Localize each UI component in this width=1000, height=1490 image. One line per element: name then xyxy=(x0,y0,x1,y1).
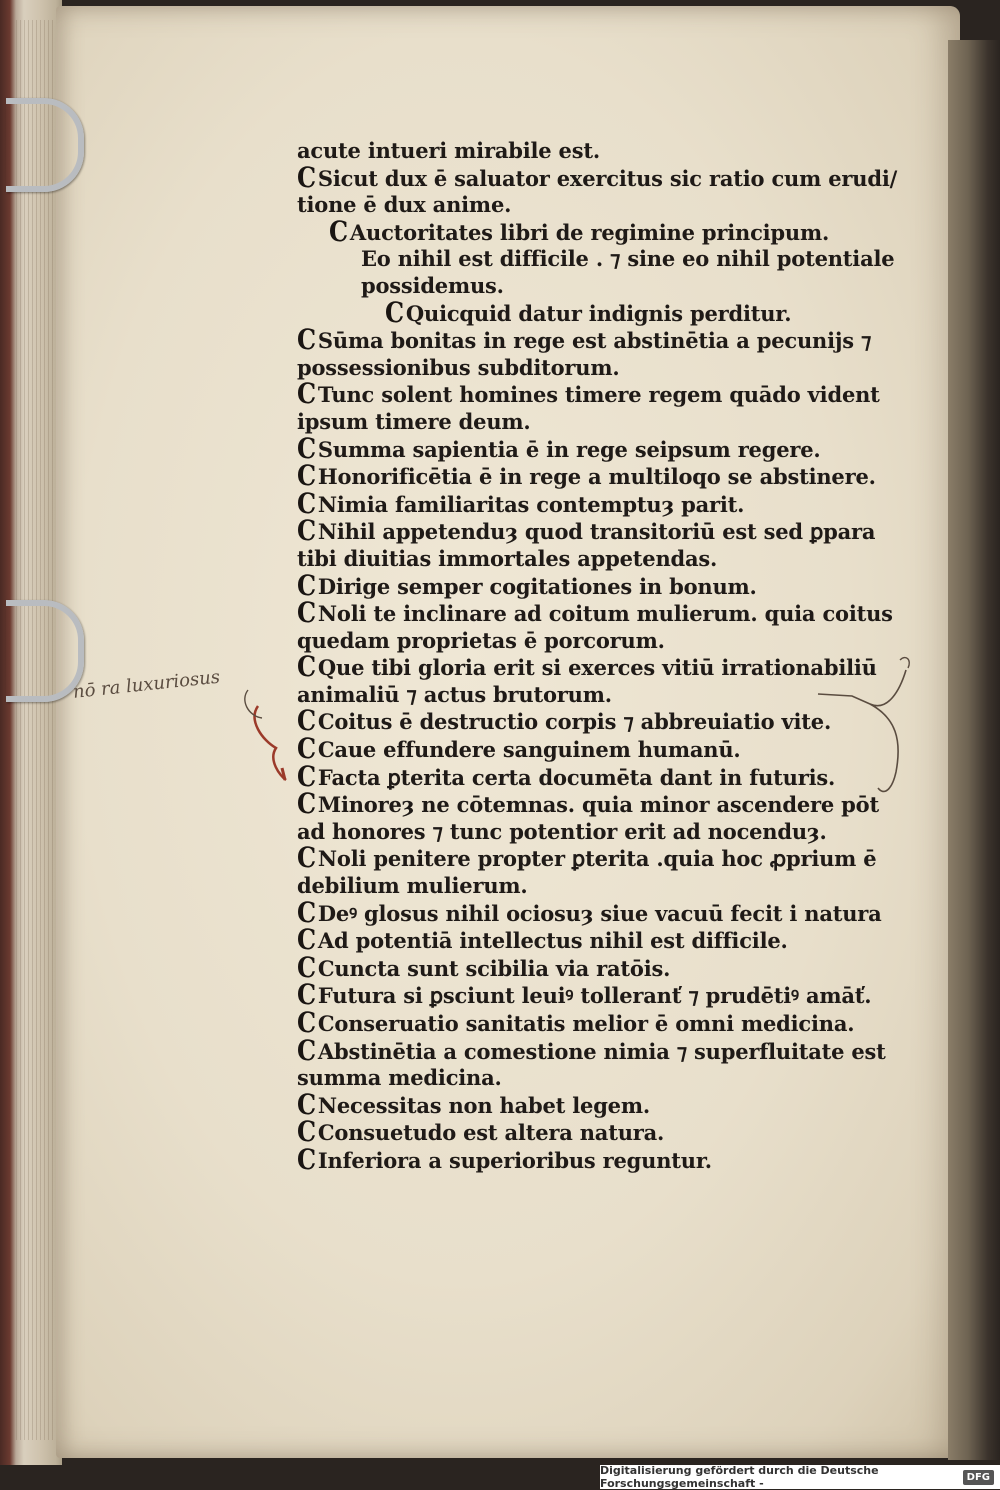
text-line xyxy=(297,431,857,465)
text-line xyxy=(297,704,857,738)
text-line xyxy=(297,486,857,520)
pilcrow-mark: C xyxy=(329,214,348,248)
pilcrow-mark: C xyxy=(297,978,316,1012)
pilcrow-mark: C xyxy=(297,759,316,793)
pilcrow-mark: C xyxy=(297,922,316,957)
page-stack-lines xyxy=(16,20,56,1440)
text-line-content: Auctoritates libri de regimine principum. xyxy=(349,219,830,245)
text-line-content: Summa sapientia ē in rege seipsum regere. xyxy=(317,436,821,462)
text-line-content: Inferiora a superioribus reguntur. xyxy=(317,1147,712,1173)
text-line xyxy=(297,1065,857,1092)
text-line xyxy=(297,546,857,573)
text-line xyxy=(297,160,898,194)
text-line-content: Coitus ē destructio corpis ⁊ abbreuiatio vite. xyxy=(317,709,832,735)
text-line xyxy=(297,841,877,875)
text-line-content: Tunc solent homines timere regem quādo vident xyxy=(317,382,880,408)
text-line xyxy=(297,649,877,684)
text-line-content: Facta ꝑterita certa documēta dant in futuris. xyxy=(317,764,836,790)
text-line-content: ipsum timere deum. xyxy=(297,408,531,434)
text-line xyxy=(297,1033,886,1067)
pilcrow-mark: C xyxy=(297,704,316,738)
text-line xyxy=(297,922,857,957)
pilcrow-mark: C xyxy=(297,568,316,602)
text-line xyxy=(297,873,857,900)
text-line-content: Minoreȝ ne cōtemnas. quia minor ascendere pōt xyxy=(317,792,879,818)
marginal-handwritten-note: nō ra luxuriosus xyxy=(72,666,221,703)
text-line xyxy=(297,192,857,219)
text-line xyxy=(297,514,876,548)
pilcrow-mark: C xyxy=(297,431,316,465)
text-line xyxy=(297,682,857,709)
text-line-content: Abstinētia a comestione nimia ⁊ superfluitate est xyxy=(317,1038,886,1064)
pilcrow-mark: C xyxy=(297,1005,316,1040)
pilcrow-mark: C xyxy=(297,458,316,493)
text-line xyxy=(297,1005,857,1040)
text-line xyxy=(297,950,857,984)
text-line xyxy=(297,759,857,793)
text-line-content: Sicut dux ē saluator exercitus sic ratio cum erudi/ xyxy=(317,165,898,191)
book-gutter-shadow xyxy=(948,40,1000,1460)
pilcrow-mark: C xyxy=(297,1142,316,1177)
text-line xyxy=(297,568,857,602)
text-line-content: tibi diuitias immortales appetendas. xyxy=(297,545,718,571)
text-line xyxy=(297,355,857,382)
text-line-content: possidemus. xyxy=(361,272,504,298)
text-line xyxy=(297,786,879,821)
text-line-content: Noli te inclinare ad coitum mulierum. quia coitus xyxy=(317,601,893,627)
text-line-content: tione ē dux anime. xyxy=(297,192,512,218)
text-line-content: Deꝰ glosus nihil ociosuȝ siue vacuū fecit i natura xyxy=(317,900,882,926)
pilcrow-mark: C xyxy=(297,377,316,411)
text-line xyxy=(297,409,857,436)
text-line-content: acute intueri mirabile est. xyxy=(297,138,600,163)
text-line-content: Necessitas non habet legem. xyxy=(317,1092,650,1118)
text-line xyxy=(297,377,880,411)
text-line-content: Que tibi gloria erit si exerces vitiū irrationabiliū xyxy=(317,655,877,681)
text-line xyxy=(297,731,857,766)
text-line xyxy=(297,1115,857,1149)
pilcrow-mark: C xyxy=(297,731,316,766)
text-line xyxy=(297,819,857,846)
text-line-content: Conseruatio sanitatis melior ē omni medicina. xyxy=(317,1011,855,1036)
text-line xyxy=(297,895,882,929)
text-line xyxy=(297,458,876,493)
footer-credit: Digitalisierung gefördert durch die Deutsche Forschungsgemeinschaft - xyxy=(600,1464,879,1490)
digitization-footer xyxy=(600,1465,1000,1489)
text-line-content: Nimia familiaritas contemptuȝ parit. xyxy=(317,491,745,517)
text-line-content: ad honores ⁊ tunc potentior erit ad nocenduȝ. xyxy=(297,818,827,844)
text-line-content: Sūma bonitas in rege est abstinētia a pecunijs ⁊ xyxy=(317,328,872,354)
book-page-stack-edge xyxy=(0,0,62,1465)
text-line-content: Consuetudo est altera natura. xyxy=(317,1120,665,1146)
text-line xyxy=(297,295,857,329)
text-line-content: Quicquid datur indignis perditur. xyxy=(405,300,792,326)
text-line-content: Ad potentiā intellectus nihil est difficile. xyxy=(317,928,788,954)
text-line-content: Dirige semper cogitationes in bonum. xyxy=(317,573,757,599)
pilcrow-mark: C xyxy=(297,786,316,821)
text-line-content: Nihil appetenduȝ quod transitoriū est sed ꝑpara xyxy=(317,519,876,545)
text-line-content: Honorificētia ē in rege a multiloqo se abstinere. xyxy=(317,464,876,490)
text-line-content: possessionibus subditorum. xyxy=(297,354,620,380)
printed-text-block xyxy=(297,138,898,1177)
text-line-content: debilium mulierum. xyxy=(297,873,528,899)
pilcrow-mark: C xyxy=(297,895,316,929)
pilcrow-mark: C xyxy=(385,295,404,329)
dfg-logo: DFG xyxy=(963,1470,994,1485)
pilcrow-mark: C xyxy=(297,595,316,630)
text-line-content: Futura si ꝑsciunt leuiꝰ tolleranť ⁊ prudētiꝰ amāť. xyxy=(317,983,872,1009)
pilcrow-mark: C xyxy=(297,950,316,984)
text-line xyxy=(297,322,872,357)
text-line xyxy=(297,246,895,273)
text-line xyxy=(297,214,857,248)
pilcrow-mark: C xyxy=(297,486,316,520)
pilcrow-mark: C xyxy=(297,322,316,357)
text-line xyxy=(297,595,893,630)
text-line-content: Caue effundere sanguinem humanū. xyxy=(317,737,741,763)
pilcrow-mark: C xyxy=(297,160,316,194)
text-line-content: Cuncta sunt scibilia via ratōis. xyxy=(317,955,671,981)
text-line-content: quedam proprietas ē porcorum. xyxy=(297,627,665,653)
text-line-content: Noli penitere propter ꝑterita .quia hoc ꝓprium ē xyxy=(317,846,877,872)
text-line-content: summa medicina. xyxy=(297,1065,502,1091)
pilcrow-mark: C xyxy=(297,514,316,548)
pilcrow-mark: C xyxy=(297,1087,316,1121)
text-line-content: Eo nihil est difficile . ⁊ sine eo nihil potentiale xyxy=(361,246,895,272)
text-line xyxy=(297,1087,857,1121)
pilcrow-mark: C xyxy=(297,1115,316,1149)
paper-clip-top xyxy=(6,98,84,192)
text-line xyxy=(297,628,857,655)
text-line xyxy=(297,1142,857,1177)
text-line xyxy=(297,273,857,300)
pilcrow-mark: C xyxy=(297,1033,316,1067)
pilcrow-mark: C xyxy=(297,649,316,684)
text-line-content: animaliū ⁊ actus brutorum. xyxy=(297,681,612,707)
pilcrow-mark: C xyxy=(297,841,316,875)
text-line xyxy=(297,978,872,1012)
text-line xyxy=(297,138,857,165)
